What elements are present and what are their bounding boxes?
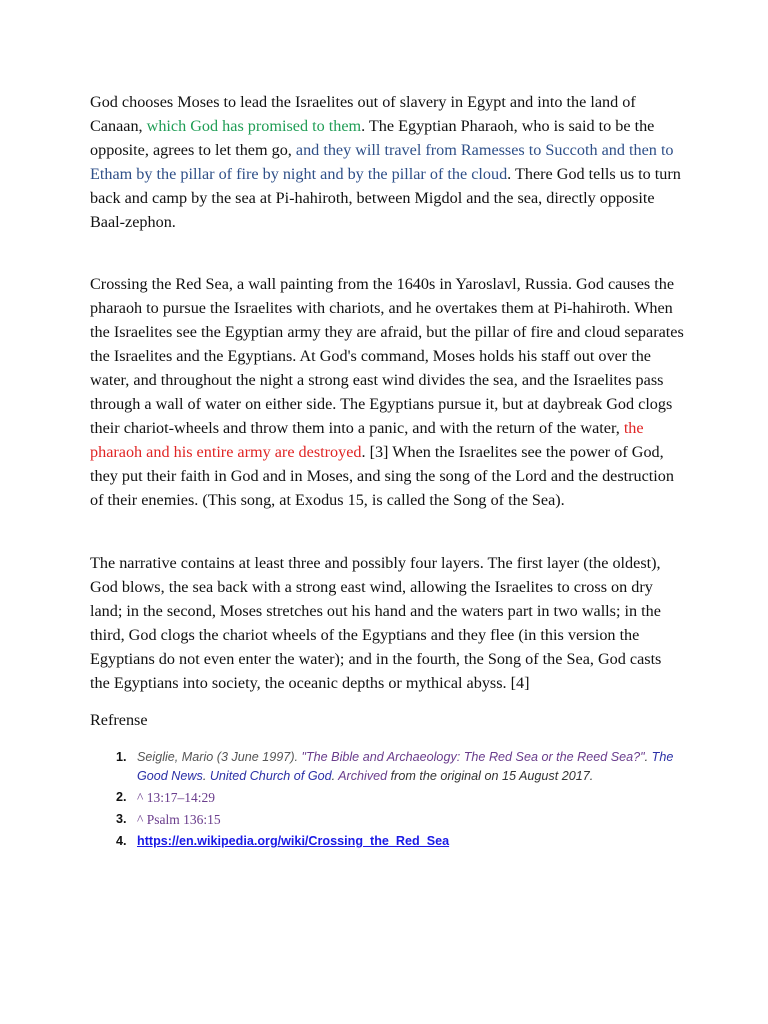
references-heading: Refrense bbox=[90, 711, 148, 730]
text-run: . [3] When the Israelites see the power of God, they put their faith in God and in Moses, and sing the song of the Lord and the destruction of their enemies. (This song, at Exodus 15, is called the Song of the Sea). bbox=[90, 443, 674, 510]
reference-item bbox=[90, 810, 685, 830]
reference-author: Seiglie, Mario (3 June 1997). bbox=[137, 750, 302, 765]
text-run: Crossing the Red Sea, a wall painting from the 1640s in Yaroslavl, Russia. God causes the pharaoh to pursue the Israelites with chariots, and he overtakes them at Pi-hahiroth. When the Israelites see the Egyptian army they are afraid, but the pillar of fire and cloud separates the Israelites and the Egyptians. At God's command, Moses holds his staff out over the water, and throughout the night a strong east wind divides the sea, and the Israelites pass through a wall of water on either side. The Egyptians pursue it, but at daybreak God clogs their chariot-wheels and throw them into a panic, and with the return of the water, bbox=[90, 274, 684, 438]
reference-url-link[interactable]: https://en.wikipedia.org/wiki/Crossing_the_Red_Sea bbox=[137, 834, 450, 849]
references-list bbox=[90, 748, 685, 851]
reference-number: 2. bbox=[116, 790, 127, 805]
reference-item bbox=[90, 748, 685, 786]
reference-item bbox=[90, 788, 685, 808]
reference-number: 1. bbox=[116, 750, 127, 765]
reference-number: 3. bbox=[116, 812, 127, 827]
separator: . bbox=[331, 769, 339, 784]
paragraph-exodus-intro bbox=[90, 90, 685, 235]
reference-archived-link[interactable]: Archived bbox=[338, 769, 388, 784]
reference-citation-link[interactable]: ^ Psalm 136:15 bbox=[137, 812, 221, 828]
highlight-green-text: which God has promised to them bbox=[146, 117, 362, 136]
reference-archive-date: from the original on 15 August 2017. bbox=[387, 769, 594, 784]
highlight-blue-text: and they will travel from Ramesses to Succoth and then to Etham by the pillar of fire by night and by the pillar of the cloud bbox=[90, 141, 674, 184]
paragraph-crossing bbox=[90, 272, 685, 513]
reference-number: 4. bbox=[116, 834, 127, 849]
text-run: . There God tells us to turn back and camp by the sea at Pi-hahiroth, between Migdol and the sea, directly opposite Baal-zephon. bbox=[90, 165, 681, 232]
highlight-red-text: the pharaoh and his entire army are destroyed bbox=[90, 419, 644, 462]
reference-title-link[interactable]: "The Bible and Archaeology: The Red Sea or the Reed Sea?" bbox=[301, 750, 645, 765]
reference-item bbox=[90, 832, 685, 851]
text-run: . The Egyptian Pharaoh, who is said to be the opposite, agrees to let them go, bbox=[90, 117, 655, 160]
paragraph-narrative-layers: The narrative contains at least three and possibly four layers. The first layer (the oldest), God blows, the sea back with a strong east wind, allowing the Israelites to cross on dry land; in the second, Moses stretches out his hand and the waters part in two walls; in the third, God clogs the chariot wheels of the Egyptians and they flee (in this version the Egyptians do not even enter the water); and in the fourth, the Song of the Sea, God casts the Egyptians into society, the oceanic depths or mythical abyss. [4] bbox=[90, 553, 662, 692]
reference-publisher-link[interactable]: United Church of God bbox=[209, 769, 332, 784]
text-run: God chooses Moses to lead the Israelites out of slavery in Egypt and into the land of Canaan, bbox=[90, 93, 636, 136]
reference-text bbox=[137, 750, 673, 783]
document-body bbox=[90, 90, 685, 853]
separator: . bbox=[644, 750, 652, 765]
reference-citation-link[interactable]: ^ 13:17–14:29 bbox=[137, 790, 215, 806]
reference-publication-link[interactable]: The Good News bbox=[137, 750, 674, 784]
separator: . bbox=[202, 769, 210, 784]
